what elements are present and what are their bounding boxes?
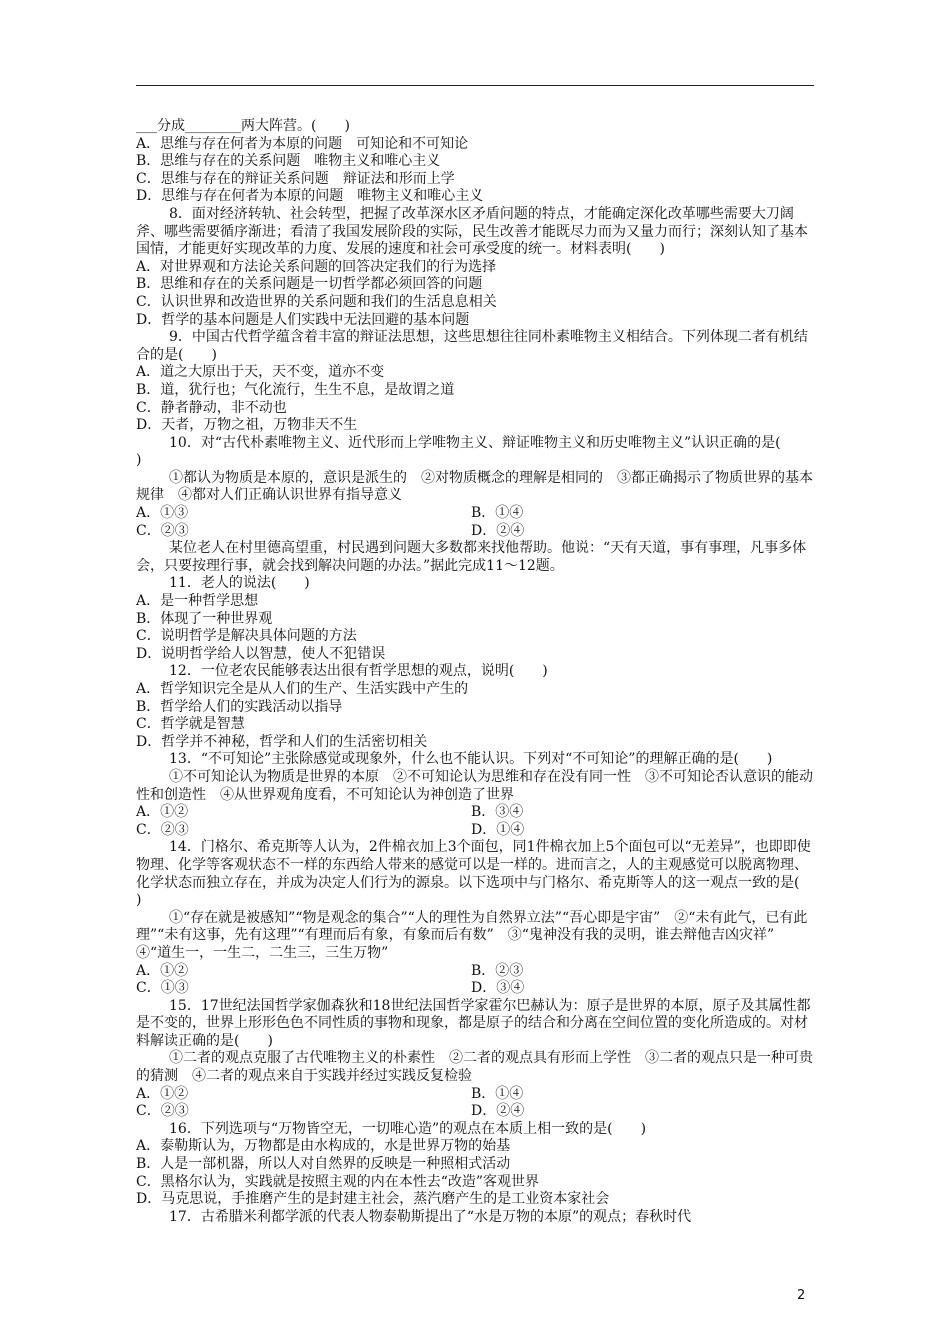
question-paragraph: 8．面对经济转轨、社会转型，把握了改革深水区矛盾问题的特点，才能确定深化改革哪些需要大刀阔斧、哪些需要循序渐进；看清了我国发展阶段的实际，民生改善才能既尽力而为又量力而行；深刻认知了基本国情，才能更好实现改革的力度、发展的速度和社会可承受度的统一。材料表明( ) <box>136 205 808 258</box>
answer-options-row <box>136 804 814 822</box>
answer-option: D．马克思说，手推磨产生的是封建主社会，蒸汽磨产生的是工业资本家社会 <box>136 1191 610 1208</box>
answer-option: D．②④ <box>471 522 525 539</box>
question-paragraph: 17．古希腊米利都学派的代表人物泰勒斯提出了“水是万物的本原”的观点；春秋时代 <box>169 1208 692 1225</box>
answer-option: B．思维和存在的关系问题是一切哲学都必须回答的问题 <box>136 276 483 293</box>
answer-option: B．道，犹行也；气化流行，生生不息，是故谓之道 <box>136 381 455 398</box>
answer-option: A．哲学知识完全是从人们的生产、生活实践中产生的 <box>136 681 469 697</box>
answer-option: D．说明哲学给人以智慧，使人不犯错误 <box>136 645 386 662</box>
answer-option: D．①④ <box>471 821 525 838</box>
answer-option: C．②③ <box>136 1103 189 1120</box>
answer-options-row <box>136 1103 814 1121</box>
question-paragraph: 14．门格尔、希克斯等人认为，2件棉衣加上3个面包，同1件棉衣加上5个面包可以“无差异”，也即即使物理、化学等客观状态不一样的东西给人带来的感觉可以是一样的。进而言之，人的主观感觉可以脱离物理、化学状态而独立存在，并成为决定人们行为的源泉。以下选项中与门格尔、希克斯等人的这一观点一致的是( ) <box>136 839 828 909</box>
question-paragraph: 12．一位老农民能够表达出很有哲学思想的观点，说明( ) <box>169 663 548 680</box>
question-paragraph: 16．下列选项与“万物皆空无，一切唯心造”的观点在本质上相一致的是( ) <box>169 1120 647 1137</box>
header-rule <box>136 85 814 86</box>
answer-option: A．道之大原出于天，天不变，道亦不变 <box>136 364 385 381</box>
answer-option: A．对世界观和方法论关系问题的回答决定我们的行为选择 <box>136 258 497 275</box>
answer-option: A．是一种哲学思想 <box>136 593 259 610</box>
question-text-body <box>136 118 828 1226</box>
answer-option: D．哲学的基本问题是人们实践中无法回避的基本问题 <box>136 311 470 328</box>
answer-option: A．①② <box>136 962 189 979</box>
answer-options-row <box>136 980 814 998</box>
question-paragraph: ①不可知论认为物质是世界的本原 ②不可知论认为思维和存在没有同一性 ③不可知论否认意识的能动性和创造性 ④从世界观角度看，不可知论认为神创造了世界 <box>136 768 813 803</box>
answer-option: B．体现了一种世界观 <box>136 610 273 627</box>
answer-options-row <box>136 822 814 840</box>
answer-option: C．说明哲学是解决具体问题的方法 <box>136 628 357 645</box>
answer-option: D．天者，万物之祖，万物非天不生 <box>136 417 358 434</box>
answer-option: D．思维与存在何者为本原的问题 唯物主义和唯心主义 <box>136 188 484 205</box>
answer-option: B．①④ <box>471 1085 524 1102</box>
answer-option: B．③④ <box>471 804 524 821</box>
answer-option: A．①② <box>136 804 189 821</box>
answer-option: A．①② <box>136 1085 189 1102</box>
question-paragraph: 9．中国古代哲学蕴含着丰富的辩证法思想，这些思想往往同朴素唯物主义相结合。下列体现二者有机结合的是( ) <box>136 329 808 363</box>
answer-option: A．泰勒斯认为，万物都是由水构成的，水是世界万物的始基 <box>136 1138 511 1155</box>
answer-option: C．①③ <box>136 980 189 997</box>
answer-option: C．思维与存在的辩证关系问题 辩证法和形而上学 <box>136 170 455 187</box>
answer-option: B．②③ <box>471 962 524 979</box>
answer-option: C．黑格尔认为，实践就是按照主观的内在本性去“改造”客观世界 <box>136 1173 540 1190</box>
question-paragraph: 13．“不可知论”主张除感觉或现象外，什么也不能认识。下列对“不可知论”的理解正确的是( ) <box>169 751 773 768</box>
page-number: 2 <box>797 1288 806 1303</box>
answer-option: B．思维与存在的关系问题 唯物主义和唯心主义 <box>136 153 441 170</box>
answer-option: C．②③ <box>136 522 189 539</box>
answer-option: B．①④ <box>471 505 524 522</box>
answer-options-row <box>136 505 814 523</box>
answer-option: A．①③ <box>136 505 189 522</box>
question-paragraph: ___分成________两大阵营。( ) <box>136 118 350 134</box>
answer-option: B．人是一部机器，所以人对自然界的反映是一种照相式活动 <box>136 1156 511 1173</box>
answer-option: D．哲学并不神秘，哲学和人们的生活密切相关 <box>136 733 428 750</box>
question-paragraph: ①“存在就是被感知”“物是观念的集合”“人的理性为自然界立法”“吾心即是宇宙” ②“未有此气，已有此理”“未有这事，先有这理”“有理而后有象，有象而后有数” ③“鬼神没有我的灵明，谁去辩他吉凶灾祥” ④“道生一，一生二，二生三，三生万物” <box>136 909 808 961</box>
answer-option: D．②④ <box>471 1103 525 1120</box>
question-paragraph: 15．17世纪法国哲学家伽森狄和18世纪法国哲学家霍尔巴赫认为：原子是世界的本原，原子及其属性都是不变的，世界上形形色色不同性质的事物和现象，都是原子的结合和分离在空间位置的变化所造成的。对材料解读正确的是( ) <box>136 997 811 1049</box>
answer-option: D．③④ <box>471 980 525 997</box>
answer-option: B．哲学给人们的实践活动以指导 <box>136 698 343 715</box>
answer-option: A．思维与存在何者为本原的问题 可知论和不可知论 <box>136 135 469 152</box>
question-paragraph: ①都认为物质是本原的，意识是派生的 ②对物质概念的理解是相同的 ③都正确揭示了物质世界的基本规律 ④都对人们正确认识世界有指导意义 <box>136 469 813 504</box>
answer-options-row <box>136 523 814 541</box>
answer-option: C．②③ <box>136 821 189 838</box>
answer-options-row <box>136 1086 814 1104</box>
question-paragraph: 11．老人的说法( ) <box>169 575 310 592</box>
answer-option: C．认识世界和改造世界的关系问题和我们的生活息息相关 <box>136 293 497 310</box>
answer-options-row <box>136 963 814 981</box>
question-paragraph: 某位老人在村里德高望重，村民遇到问题大多数都来找他帮助。他说：“天有天道，事有事理，凡事多体会，只要按理行事，就会找到解决问题的办法。”据此完成11～12题。 <box>136 540 807 574</box>
answer-option: C．静者静动，非不动也 <box>136 399 287 416</box>
question-paragraph: ①二者的观点克服了古代唯物主义的朴素性 ②二者的观点具有形而上学性 ③二者的观点只是一种可贵的猜测 ④二者的观点来自于实践并经过实践反复检验 <box>136 1050 813 1085</box>
answer-option: C．哲学就是智慧 <box>136 716 245 733</box>
question-paragraph: 10．对“古代朴素唯物主义、近代形而上学唯物主义、辩证唯物主义和历史唯物主义”认识正确的是( ) <box>136 434 809 469</box>
